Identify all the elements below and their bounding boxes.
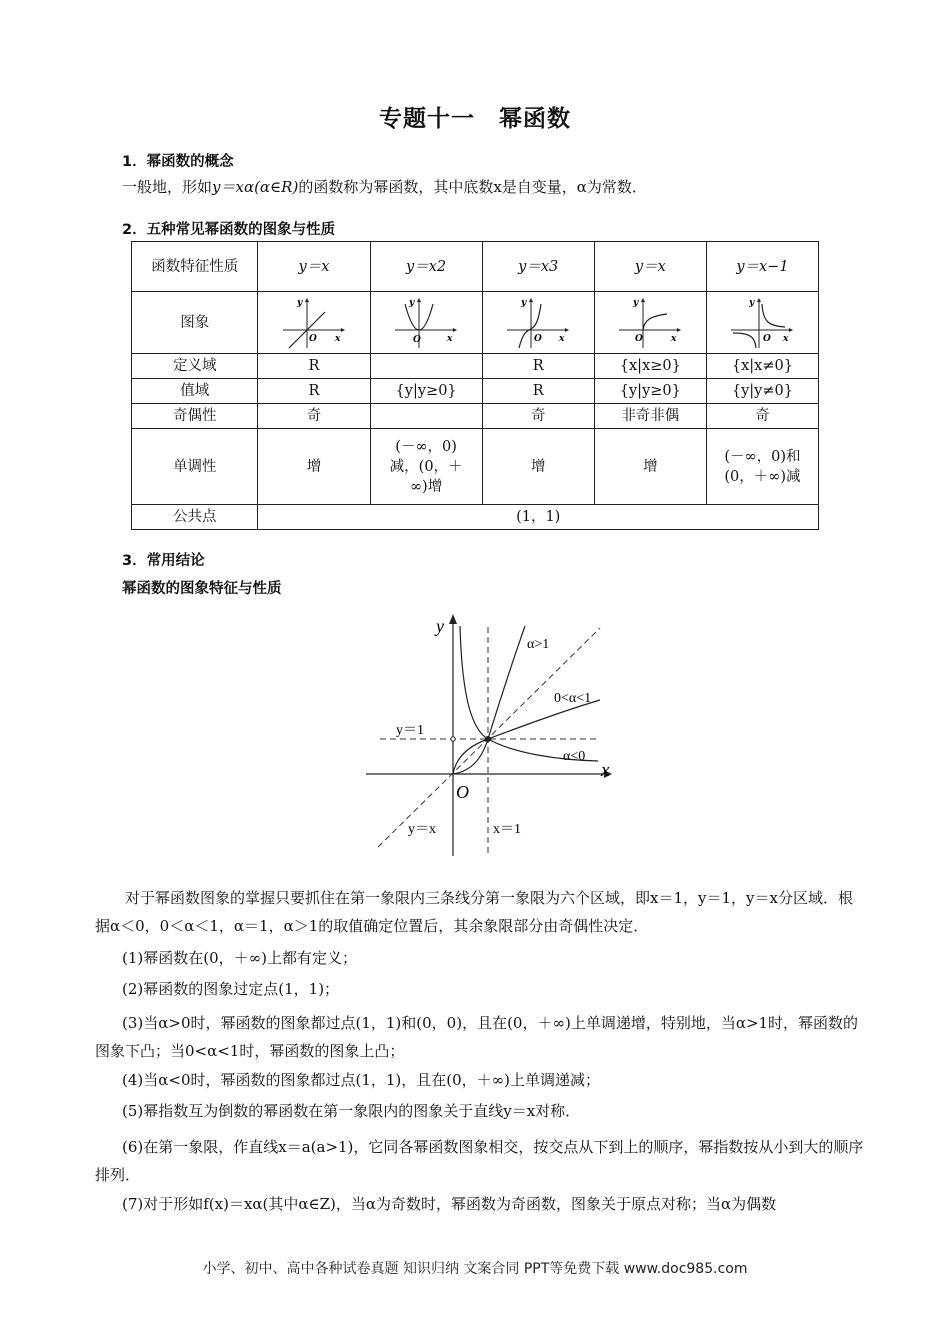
power-function-figure	[360, 608, 620, 860]
graph-cell-4	[594, 292, 706, 354]
paragraph-5: (5)幂指数互为倒数的幂函数在第一象限内的图象关于直线y＝x对称．	[122, 1102, 581, 1120]
mono-2: (－∞，0)减，(0，＋∞)增	[370, 429, 482, 505]
table-row-graph	[132, 292, 819, 354]
range-4: {y|y≥0}	[594, 379, 706, 404]
label-y-eq-1: y＝1	[396, 723, 424, 738]
table-header-row	[132, 242, 819, 292]
parity-4: 非奇非偶	[594, 404, 706, 429]
graph-cell-3	[482, 292, 594, 354]
label-alpha-lt-0: α<0	[563, 749, 586, 764]
range-5: {y|y≠0}	[706, 379, 818, 404]
table-row-range	[132, 379, 819, 404]
section1-text-prefix: 一般地，形如	[122, 178, 213, 196]
point-1-1	[485, 736, 491, 742]
paragraph-1: (1)幂函数在(0，＋∞)上都有定义；	[122, 949, 357, 967]
range-3: R	[482, 379, 594, 404]
label-alpha-0-1: 0<α<1	[554, 691, 592, 706]
row-label-range: 值域	[132, 379, 258, 404]
graph-y-eq-x3	[503, 296, 573, 350]
svg-text:O: O	[534, 333, 543, 344]
common-point: (1，1)	[258, 505, 819, 530]
parity-3: 奇	[482, 404, 594, 429]
table-corner: 函数特征性质	[132, 242, 258, 292]
paragraph-2: (2)幂函数的图象过定点(1，1)；	[122, 980, 340, 998]
section2-heading: 2．五种常见幂函数的图象与性质	[122, 222, 336, 238]
graph-y-eq-x-inv	[727, 296, 797, 350]
func-header-1: y＝x	[258, 242, 370, 292]
func-header-4: y＝x	[594, 242, 706, 292]
paragraph-intro: 对于幂函数图象的掌握只要抓住在第一象限内三条线分第一象限为六个区域，即x＝1，y＝1，y＝x分区域．根据α＜0，0＜α＜1，α＝1，α＞1的取值确定位置后，其余象限部分由奇偶性决定．	[95, 889, 853, 935]
row-label-parity: 奇偶性	[132, 404, 258, 429]
domain-2	[370, 354, 482, 379]
svg-text:x: x	[783, 333, 789, 344]
parity-2	[370, 404, 482, 429]
label-x-axis: x	[601, 760, 610, 781]
row-label-domain: 定义域	[132, 354, 258, 379]
mono-1: 增	[258, 429, 370, 505]
label-x-eq-1: x＝1	[493, 822, 521, 837]
section1-text	[122, 177, 647, 197]
label-y-axis: y	[436, 616, 444, 636]
domain-4: {x|x≥0}	[594, 354, 706, 379]
section1-formula: y＝xα(α∈R)	[212, 178, 299, 196]
svg-text:y: y	[409, 297, 415, 308]
range-2: {y|y≥0}	[370, 379, 482, 404]
func-header-3: y＝x3	[482, 242, 594, 292]
domain-1: R	[258, 354, 370, 379]
svg-text:x: x	[671, 333, 677, 344]
graph-y-eq-sqrt-x	[615, 296, 685, 350]
section1-text-suffix: 的函数称为幂函数，其中底数x是自变量，α为常数．	[298, 178, 647, 196]
paragraph-6: (6)在第一象限，作直线x＝a(a>1)，它同各幂函数图象相交，按交点从下到上的顺序，幂指数按从小到大的顺序排列．	[95, 1138, 864, 1184]
row-label-graph: 图象	[132, 292, 258, 354]
table-row-common	[132, 505, 819, 530]
svg-text:O: O	[413, 334, 421, 345]
section3-heading: 3．常用结论	[122, 553, 205, 569]
domain-3: R	[482, 354, 594, 379]
paragraph-3: (3)当α>0时，幂函数的图象都过点(1，1)和(0，0)，且在(0，＋∞)上单调递增，特别地，当α>1时，幂函数的图象下凸；当0<α<1时，幂函数的图象上凸；	[95, 1014, 859, 1060]
row-label-mono: 单调性	[132, 429, 258, 505]
svg-text:y: y	[296, 297, 303, 308]
power-function-table	[131, 241, 819, 530]
graph-cell-1	[258, 292, 370, 354]
svg-text:y: y	[633, 297, 639, 308]
graph-y-eq-x	[279, 296, 349, 350]
svg-text:O: O	[635, 333, 644, 344]
mono-4: 增	[594, 429, 706, 505]
point-0-1	[451, 737, 455, 741]
label-y-eq-x: y＝x	[408, 822, 436, 837]
svg-text:O: O	[308, 333, 317, 344]
svg-text:O: O	[763, 333, 772, 344]
mono-3: 增	[482, 429, 594, 505]
label-origin: O	[456, 782, 469, 802]
table-row-parity	[132, 404, 819, 429]
svg-text:x: x	[334, 333, 341, 344]
graph-cell-2	[370, 292, 482, 354]
row-label-common: 公共点	[132, 505, 258, 530]
domain-5: {x|x≠0}	[706, 354, 818, 379]
footer: 小学、初中、高中各种试卷真题 知识归纳 文案合同 PPT等免费下载 www.doc985.com	[202, 1261, 748, 1277]
func-header-5: y＝x−1	[706, 242, 818, 292]
paragraph-7: (7)对于形如f(x)＝xα(其中α∈Z)，当α为奇数时，幂函数为奇函数，图象关于原点对称；当α为偶数	[122, 1195, 777, 1213]
table-row-domain	[132, 354, 819, 379]
label-alpha-gt-1: α>1	[527, 637, 550, 652]
paragraph-4: (4)当α<0时，幂函数的图象都过点(1，1)，且在(0，＋∞)上单调递减；	[122, 1071, 601, 1089]
graph-y-eq-x2	[391, 296, 461, 350]
section1-heading: 1．幂函数的概念	[122, 154, 234, 170]
curve-alpha-gt-1	[453, 626, 525, 774]
svg-text:y: y	[521, 297, 527, 308]
table-row-mono	[132, 429, 819, 505]
graph-cell-5	[706, 292, 818, 354]
svg-text:x: x	[447, 333, 453, 344]
section3-subheading: 幂函数的图象特征与性质	[122, 581, 282, 597]
parity-5: 奇	[706, 404, 818, 429]
svg-text:x: x	[559, 333, 565, 344]
page-title: 专题十一 幂函数	[379, 106, 571, 132]
svg-text:y: y	[749, 297, 755, 308]
func-header-2: y＝x2	[370, 242, 482, 292]
mono-5: (－∞，0)和(0，＋∞)减	[706, 429, 818, 505]
parity-1: 奇	[258, 404, 370, 429]
range-1: R	[258, 379, 370, 404]
